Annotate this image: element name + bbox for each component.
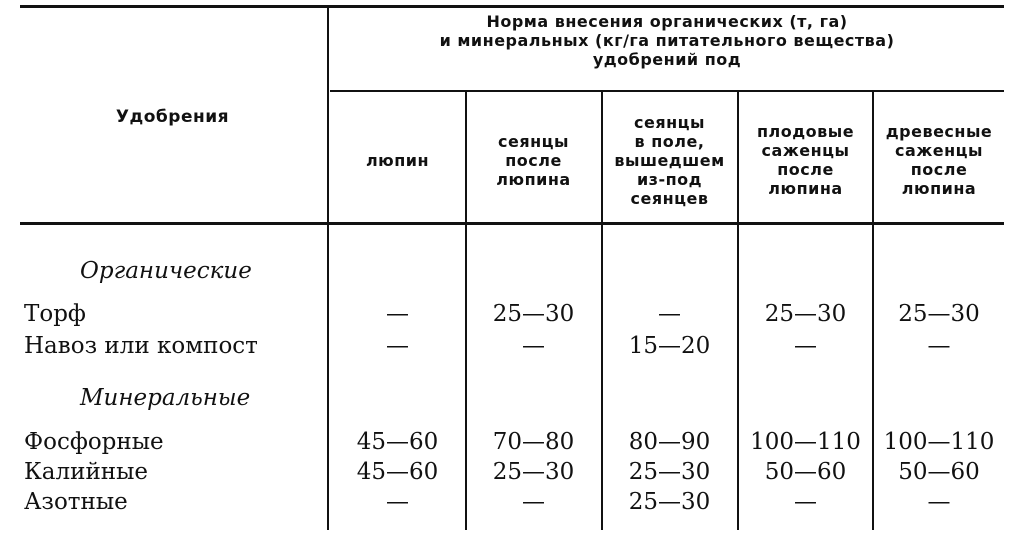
table-cell: — [522, 489, 545, 515]
column-header-line: в поле, [634, 131, 705, 151]
top-rule [20, 5, 1004, 8]
column-header-line: после [777, 160, 834, 179]
table-cell: 25—30 [764, 301, 847, 327]
row-label-nitrogen: Азотные [24, 489, 128, 515]
section-title-organic: Органические [80, 258, 252, 284]
table-cell: — [927, 333, 951, 359]
column-header-line: саженцы [761, 141, 850, 160]
table-cell: 45—60 [356, 429, 439, 455]
table-cell: — [794, 489, 817, 515]
column-header-fruit-saplings [738, 100, 873, 220]
column-header-line: сеянцы [634, 112, 705, 132]
column-header-line: люпина [901, 179, 977, 198]
column-header-line: после [505, 150, 562, 170]
column-header-line: после [910, 160, 968, 179]
header-bottom-rule [20, 222, 1004, 225]
column-header-tree-saplings [874, 100, 1004, 220]
column-header-line: вышедшем [614, 150, 725, 170]
main-header-line: Норма внесения органических (т, га) [486, 12, 848, 31]
table-cell: — [658, 301, 681, 327]
row-label-potassium: Калийные [24, 459, 149, 485]
column-header-line: люпин [365, 150, 430, 170]
column-header-line: сеянцы [497, 131, 569, 151]
table-cell: 100—110 [750, 429, 861, 455]
column-header-line: сеянцев [630, 188, 709, 208]
column-header-lupin [330, 100, 465, 220]
main-header-line: и минеральных (кг/га питательного вещества) [439, 31, 895, 50]
table-cell: 25—30 [628, 459, 711, 485]
table-cell: 100—110 [883, 429, 995, 455]
column-header-line: древесные [885, 122, 993, 141]
table-cell: — [794, 333, 817, 359]
table-cell: 80—90 [628, 429, 711, 455]
table-cell: 25—30 [628, 489, 711, 515]
subheader-rule [330, 90, 1004, 92]
table-cell: 15—20 [628, 333, 711, 359]
table-cell: 25—30 [898, 301, 980, 327]
column-header-line: люпина [768, 179, 843, 198]
table-cell: 50—60 [764, 459, 847, 485]
row-label-manure: Навоз или компост [24, 333, 258, 359]
table-cell: 25—30 [492, 459, 575, 485]
column-header-seedlings-field [602, 100, 737, 220]
column-header-line: люпина [496, 169, 571, 189]
column-header-seedlings-after-lupin [466, 100, 601, 220]
row-label-peat: Торф [24, 301, 86, 327]
row-header: Удобрения [115, 107, 230, 127]
table-cell: 70—80 [492, 429, 575, 455]
table-cell: — [386, 489, 409, 515]
table-cell: — [927, 489, 951, 515]
main-header [340, 12, 994, 69]
table-cell: — [522, 333, 545, 359]
table-cell: 25—30 [492, 301, 575, 327]
column-rule-1 [327, 5, 329, 530]
column-header-line: плодовые [756, 122, 855, 141]
table-cell: — [386, 301, 409, 327]
column-header-line: из-под [636, 169, 703, 189]
table-cell: 50—60 [898, 459, 980, 485]
column-header-line: саженцы [895, 141, 983, 160]
table-cell: 45—60 [356, 459, 439, 485]
section-title-mineral: Минеральные [80, 385, 251, 411]
table-cell: — [386, 333, 409, 359]
row-label-phosphorus: Фосфорные [24, 429, 164, 455]
main-header-line: удобрений под [592, 50, 742, 69]
